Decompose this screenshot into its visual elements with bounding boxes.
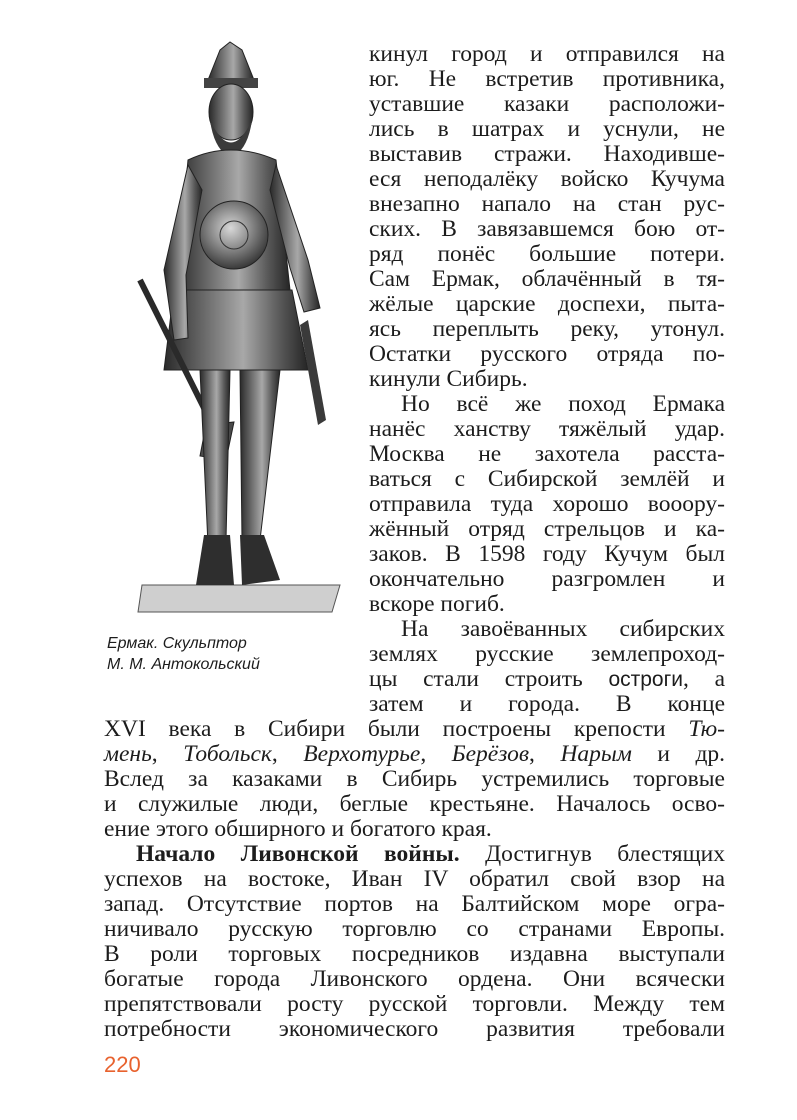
city-name: Тю- <box>688 716 725 742</box>
text-line <box>104 717 725 742</box>
text-span: , <box>271 741 304 767</box>
text-span: , <box>420 741 452 767</box>
text-line: жённый отряд стрельцов и ка- <box>369 516 725 542</box>
text-line: выставив стражи. Находивше- <box>369 141 725 167</box>
text-line: ясь переплыть реку, утонул. <box>369 316 725 342</box>
text-line: запад. Отсутствие портов на Балтийском море огра- <box>104 891 725 917</box>
page-number: 220 <box>104 1052 141 1077</box>
text-line: заков. В 1598 году Кучум был <box>369 541 725 567</box>
caption-line: М. М. Антокольский <box>107 656 260 673</box>
text-line: юг. Не встретив противника, <box>369 66 725 92</box>
term-ostrogi: остроги <box>608 668 683 691</box>
text-line: жёлые царские доспехи, пыта- <box>369 291 725 317</box>
text-line: ских. В завязавшемся бою от- <box>369 216 725 242</box>
text-line: землях русские землепроход- <box>369 641 725 667</box>
city-name: Нарым <box>560 741 632 767</box>
paragraph-start: Но всё же поход Ермака <box>401 391 725 417</box>
text-line: отправила туда хорошо вооору- <box>369 491 725 517</box>
text-line: потребности экономического развития требовали <box>104 1016 725 1042</box>
section-start <box>104 842 725 867</box>
text-line: ение этого обширного и богатого края. <box>104 816 492 842</box>
text-line: Сам Ермак, облачённый в тя- <box>369 266 725 292</box>
text-span: цы стали строить <box>369 666 609 692</box>
text-span: , <box>529 741 561 767</box>
text-span: , а <box>683 666 726 692</box>
text-line: Остатки русского отряда по- <box>369 341 725 367</box>
text-line: успехов на востоке, Иван IV обратил свой взор на <box>104 866 725 892</box>
text-line <box>369 667 725 692</box>
figure-caption <box>107 633 347 675</box>
text-line: уставшие казаки расположи- <box>369 91 725 117</box>
text-line: кинули Сибирь. <box>369 366 528 392</box>
text-line: еся неподалёку войско Кучума <box>369 166 725 192</box>
text-line: окончательно разгромлен и <box>369 566 725 592</box>
text-line: нанёс ханству тяжёлый удар. <box>369 416 725 442</box>
city-name: Берёзов <box>451 741 530 767</box>
text-line: ряд понёс большие потери. <box>369 241 725 267</box>
text-line <box>104 742 725 767</box>
yermak-statue-drawing <box>130 40 345 620</box>
city-name: Тобольск <box>183 741 272 767</box>
text-line: лись в шатрах и уснули, не <box>369 116 725 142</box>
paragraph-start: На завоёванных сибирских <box>401 616 725 642</box>
text-span: , <box>151 741 184 767</box>
text-line: внезапно напало на стан рус- <box>369 191 725 217</box>
text-line: Вслед за казаками в Сибирь устремились торговые <box>104 766 725 792</box>
city-name: мень <box>104 741 152 767</box>
text-span: XVI века в Сибири были построены крепости <box>104 716 689 742</box>
text-line: богатые города Ливонского ордена. Они всячески <box>104 966 725 992</box>
city-name: Верхотурье <box>303 741 421 767</box>
caption-line: Ермак. Скульптор <box>107 635 247 652</box>
text-line: Москва не захотела расста- <box>369 441 725 467</box>
text-line: вскоре погиб. <box>369 591 505 617</box>
text-span: Достигнув блестящих <box>459 841 726 867</box>
text-line: препятствовали росту русской торговли. Между тем <box>104 991 725 1017</box>
text-line: затем и города. В конце <box>369 691 725 717</box>
text-line: и служилые люди, беглые крестьяне. Началось осво- <box>104 791 725 817</box>
statue-illustration <box>130 40 345 620</box>
text-span: и др. <box>631 741 726 767</box>
text-line: В роли торговых посредников издавна выступали <box>104 941 725 967</box>
text-line: ничивало русскую торговлю со странами Европы. <box>104 916 725 942</box>
text-line: кинул город и отправился на <box>369 41 725 67</box>
section-heading: Начало Ливонской войны. <box>136 841 460 867</box>
text-line: ваться с Сибирской землёй и <box>369 466 725 492</box>
